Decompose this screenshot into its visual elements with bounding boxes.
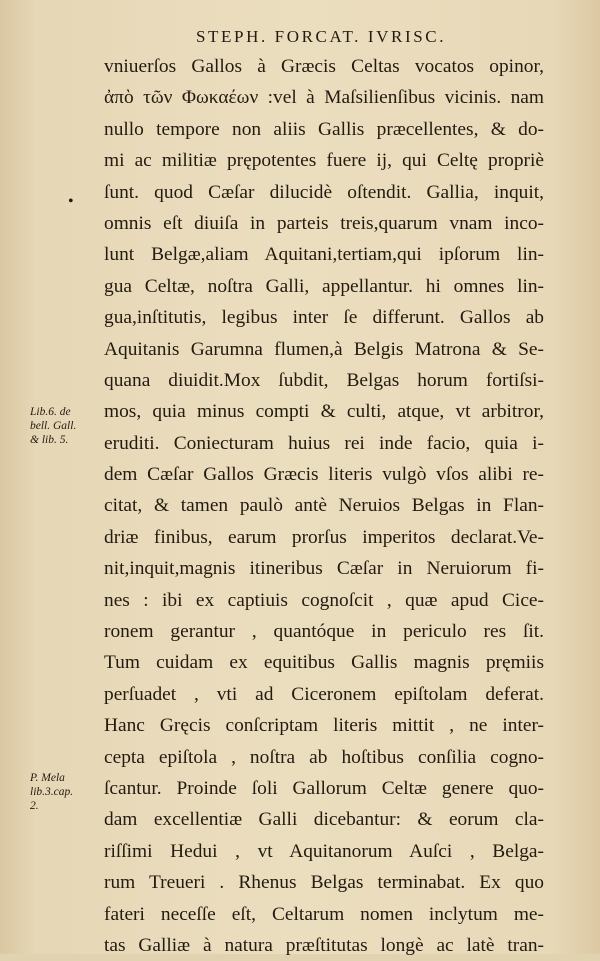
text-line: cepta epiſtola , noſtra ab hoſtibus conſilia cogno-: [104, 746, 544, 768]
text-line: driæ finibus, earum prorſus imperitos declarat.Ve-: [104, 526, 544, 548]
text-line: dam excellentiæ Galli dicebantur: & eorum cla-: [104, 809, 544, 831]
margin-note-mela: [30, 771, 102, 813]
text-line: nullo tempore non aliis Gallis præcellentes, & do-: [104, 118, 544, 140]
body-text: [104, 51, 544, 961]
margin-note-line: & lib. 5.: [30, 434, 69, 446]
margin-note-line: 2.: [30, 800, 39, 812]
text-line: citat, & tamen paulò antè Neruios Belgas in Flan-: [104, 495, 544, 517]
text-line: eruditi. Coniecturam huius rei inde facio, quia i-: [104, 432, 544, 454]
text-line: ſunt. quod Cæſar dilucidè oſtendit. Gallia, inquit,: [104, 181, 544, 203]
margin-note-line: bell. Gall.: [30, 420, 77, 432]
running-header: STEPH. FORCAT. IVRISC.: [196, 27, 447, 46]
margin-note-caesar: [30, 405, 102, 447]
text-line: perſuadet , vti ad Ciceronem epiſtolam deferat.: [104, 683, 544, 705]
text-line: ſcantur. Proinde ſoli Gallorum Celtæ genere quo-: [104, 777, 544, 799]
text-line: gua,inſtitutis, legibus inter ſe differunt. Gallos ab: [104, 307, 544, 329]
text-line: lunt Belgæ,aliam Aquitani,tertiam,qui ipſorum lin-: [104, 244, 544, 266]
margin-bullet: •: [68, 193, 74, 210]
text-line: vniuerſos Gallos à Græcis Celtas vocatos opinor,: [104, 56, 544, 77]
margin-note-line: lib.3.cap.: [30, 786, 74, 798]
text-line: Hanc Gręcis conſcriptam literis mittit , ne inter-: [104, 715, 544, 737]
text-line: nit,inquit,magnis itineribus Cæſar in Neruiorum fi-: [104, 558, 544, 580]
margin-note-line: Lib.6. de: [30, 406, 71, 418]
margin-note-line: P. Mela: [30, 772, 65, 784]
text-line: dem Cæſar Gallos Græcis literis vulgò vſos alibi re-: [104, 464, 544, 486]
text-line: Aquitanis Garumna flumen,à Belgis Matrona & Se-: [104, 338, 544, 360]
text-line: gua Celtæ, noſtra Galli, appellantur. hi omnes lin-: [104, 275, 544, 297]
text-line: riſſimi Hedui , vt Aquitanorum Auſci , Belga-: [104, 840, 544, 862]
text-line: ronem gerantur , quantóque in periculo res ſit.: [104, 621, 544, 643]
text-line: ἀπὸ τῶν Φωκαέων :vel à Maſsilienſibus vicinis. nam: [104, 87, 544, 109]
text-line: nes : ibi ex captiuis cognoſcit , quæ apud Cice-: [104, 589, 544, 611]
text-line: mos, quia minus compti & culti, atque, vt arbitror,: [104, 401, 544, 423]
text-line: rum Treueri . Rhenus Belgas terminabat. Ex quo: [104, 872, 544, 894]
text-line: Tum cuidam ex equitibus Gallis magnis pręmiis: [104, 652, 544, 674]
text-line: mi ac militiæ prępotentes fuere ij, qui Celtę propriè: [104, 150, 544, 172]
text-line: tas Galliæ à natura præſtitutas longè ac latè tran-: [104, 934, 544, 956]
text-line: omnis eſt diuiſa in parteis treis,quarum vnam inco-: [104, 212, 544, 234]
text-line: fateri neceſſe eſt, Celtarum nomen inclytum me-: [104, 903, 544, 925]
text-line: quana diuidit.Mox ſubdit, Belgas horum fortiſsi-: [104, 369, 544, 391]
